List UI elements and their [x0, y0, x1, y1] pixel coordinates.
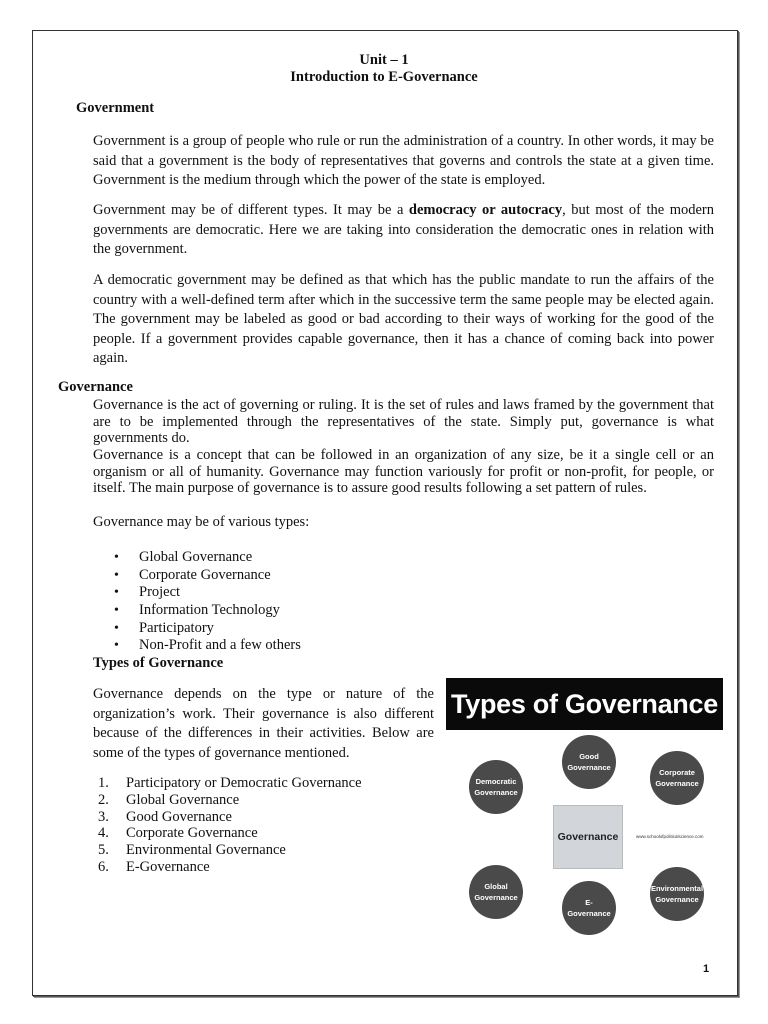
list-item: • Corporate Governance	[93, 567, 301, 585]
governance-types-list	[93, 549, 301, 655]
government-paragraph-2-end: , but most of the modern governments are democratic. Here we are taking into consideration the democratic ones in relation with the government.	[93, 202, 714, 257]
list-item	[93, 809, 362, 826]
governance-paragraph-1: Governance is the act of governing or ruling. It is the set of rules and laws framed by the government that are to be implemented through the representatives of the state. Simply put, governance is what governments do.	[93, 397, 714, 446]
list-text: Participatory or Democratic Governance	[126, 775, 362, 791]
node-democratic-governance: Democratic Governance	[469, 760, 523, 814]
list-text: E-Governance	[126, 858, 210, 875]
list-item: • Non-Profit and a few others	[93, 637, 301, 655]
list-text: Global Governance	[126, 791, 240, 808]
governance-heading: Governance	[58, 379, 133, 395]
node-good-governance: Good Governance	[562, 735, 616, 789]
list-number: 3.	[98, 808, 109, 825]
government-paragraph-1: Government is a group of people who rule or run the administration of a country. In other words, it may be said that a government is the body of representatives that governs and controls the state at a given time. Government is the medium through which the power of the state is employed.	[93, 133, 714, 188]
governance-paragraph-2: Governance is a concept that can be followed in an organization of any size, be it a single cell or an organism or all of humanity. Governance may function variously for profit or non-profit, for people, or itself. The main purpose of governance is to assure good results following a set pattern of rules.	[93, 447, 714, 496]
list-item: • Information Technology	[93, 602, 301, 620]
types-of-governance-diagram	[446, 678, 723, 945]
types-numbered-list	[93, 775, 362, 876]
types-paragraph: Governance depends on the type or nature of the organization’s work. Their governance is also different because of the differences in their activities. Below are some of the types of governance mentioned.	[93, 686, 434, 761]
page-number: 1	[703, 963, 710, 975]
list-number: 2.	[98, 791, 109, 808]
list-item: • Global Governance	[93, 549, 301, 567]
list-item	[93, 775, 362, 792]
node-e-governance: E-Governance	[562, 881, 616, 935]
list-item: • Participatory	[93, 620, 301, 638]
governance-paragraph-3: Governance may be of various types:	[93, 514, 310, 530]
government-types-bold: democracy or autocracy	[408, 202, 563, 218]
list-item	[93, 859, 362, 876]
list-text: Environmental Governance	[126, 842, 286, 859]
government-heading: Government	[76, 100, 155, 116]
government-paragraph-3: A democratic government may be defined as that which has the public mandate to run the affairs of the country with a well-defined term after which in the successive term the same people may be elected again. The government may be labeled as good or bad according to their ways of working for the good of the people. If a government provides capable governance, then it has a chance of coming back into power again.	[93, 272, 714, 366]
list-number: 4.	[98, 825, 109, 842]
list-number: 6.	[98, 858, 109, 875]
node-global-governance: Global Governance	[469, 865, 523, 919]
government-paragraph-2-start: Government may be of different types. It may be a	[93, 202, 409, 218]
list-item: • Project	[93, 584, 301, 602]
unit-label: Unit – 1	[359, 52, 409, 68]
diagram-source-url: www.schoolofpoliticalscience.com	[636, 834, 704, 839]
list-item	[93, 842, 362, 859]
list-number: 1.	[98, 775, 109, 791]
node-corporate-governance: Corporate Governance	[650, 751, 704, 805]
list-item	[93, 825, 362, 842]
government-paragraph-2	[93, 201, 714, 260]
diagram-title: Types of Governance	[446, 678, 723, 730]
list-number: 5.	[98, 842, 109, 859]
list-text: Corporate Governance	[126, 825, 258, 842]
types-of-governance-heading: Types of Governance	[93, 655, 224, 671]
node-environmental-governance: Environmental Governance	[650, 867, 704, 921]
page-title: Introduction to E-Governance	[290, 69, 478, 85]
diagram-center-governance: Governance	[553, 805, 623, 869]
list-text: Good Governance	[126, 808, 232, 825]
list-item	[93, 792, 362, 809]
